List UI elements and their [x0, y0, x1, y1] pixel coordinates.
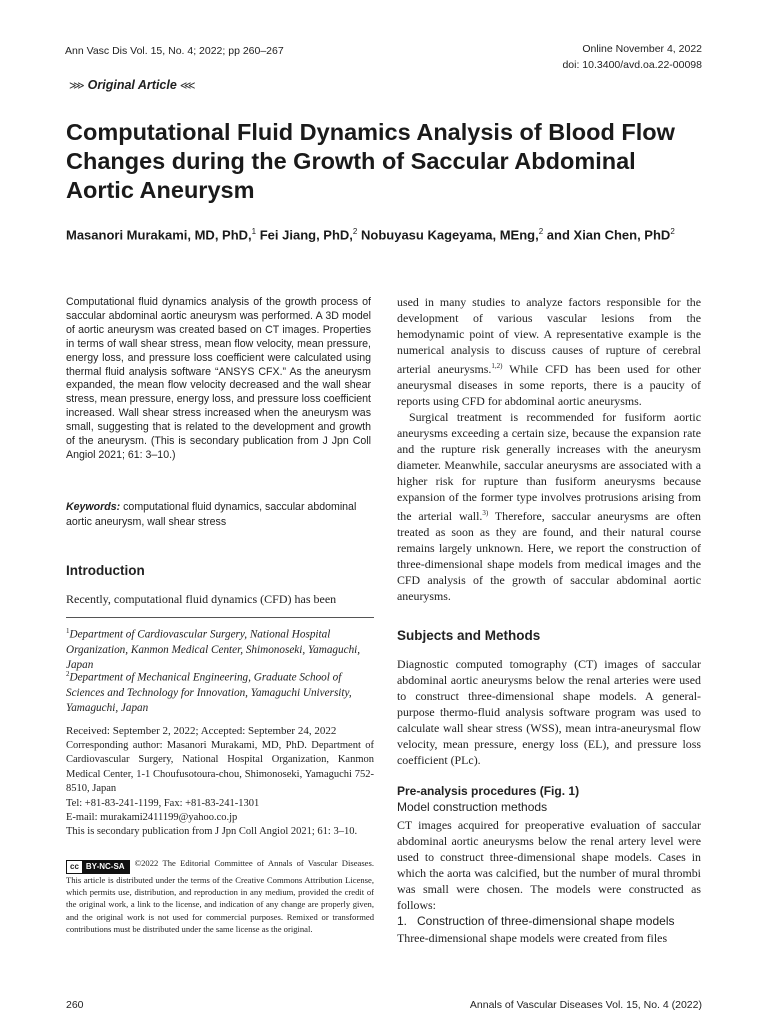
paragraph-text: Surgical treatment is recommended for fusiform aortic aneurysms exceeding a certain size, because the expansion rate and the rupture risk generally increases with the aneurysm diameter. Meanwhile, saccular aneurysms are associated with a higher risk for rupture than fusiform aneurysms because expansion of the former type involves protrusions arising from the arterial wall.	[397, 409, 701, 523]
received-dates: Received: September 2, 2022; Accepted: September 24, 2022	[66, 725, 337, 737]
corresponding-author: Corresponding author: Masanori Murakami, MD, PhD. Department of Cardiovascular Surgery, National Hospital Organization, Kanmon Medical Center, 1-1 Choufusotoura-chou, Shimonoseki, Yamaguchi 752-8510, Japan	[66, 740, 374, 795]
affiliation-2	[66, 667, 374, 716]
keywords-text: computational fluid dynamics, saccular abdominal aortic aneurysm, wall shear stress	[66, 501, 357, 528]
cc-license-badge[interactable]	[66, 860, 130, 874]
paragraph-text: While CFD has been used for other aneurysmal diseases in some reports, there is a paucity of reports using CFD for abdominal aortic aneurysms.	[397, 361, 701, 408]
author-affiliation: 2	[670, 227, 675, 236]
journal-reference: Ann Vasc Dis Vol. 15, No. 4; 2022; pp 260–267	[65, 45, 284, 57]
article-type-text: Original Article	[87, 78, 177, 92]
affiliation-1	[66, 624, 374, 673]
author-name: Fei Jiang, PhD,	[259, 227, 353, 243]
author-affiliation: 2	[538, 227, 544, 236]
secondary-publication-note: This is secondary publication from J Jpn Coll Angiol 2021; 61: 3–10.	[66, 826, 358, 838]
license-notice	[66, 857, 374, 935]
author-name: Masanori Murakami, MD, PhD,	[66, 227, 252, 243]
author-affiliation: 2	[352, 227, 358, 236]
model-construction-heading: Model construction methods	[397, 800, 548, 814]
author-list	[66, 222, 686, 245]
paragraph-text: Therefore, saccular aneurysms are often treated as soon as they are found, and their natural course remains largely unknown. Here, we report the construction of three-dimensional shape models from medical images and the CFD analysis of the growth of saccular abdominal aortic aneurysms.	[397, 508, 701, 603]
paragraph-text: used in many studies to analyze factors responsible for the development of various vascular lesions from the hemodynamic point of view. A representative example is the numerical analysis to discuss causes of rupture of cerebral arterial aneurysms.	[397, 295, 701, 376]
left-ornament-icon: ⋙	[69, 80, 85, 92]
construction-step-heading: 1. Construction of three-dimensional shape models	[397, 914, 675, 928]
citation-ref[interactable]: 3)	[482, 508, 489, 517]
right-ornament-icon: ⋘	[179, 80, 196, 92]
author-name: and Xian Chen, PhD	[546, 227, 671, 243]
pre-analysis-heading: Pre-analysis procedures (Fig. 1)	[397, 784, 580, 798]
ct-images-text: CT images acquired for preoperative evaluation of saccular abdominal aortic aneurysms below the renal artery level were used to construct three-dimensional shape models. Cases in which the aorta was calcified, but the number of mural thrombi was small were chosen. The models were constructed as follows:	[397, 818, 701, 912]
introduction-heading: Introduction	[66, 563, 145, 578]
keywords	[66, 500, 371, 529]
affiliation-number: 2	[66, 670, 70, 678]
contact-phone: Tel: +81-83-241-1199, Fax: +81-83-241-1301	[66, 797, 260, 809]
intro-continuation	[397, 294, 701, 604]
correspondence	[66, 739, 374, 840]
page-number: 260	[66, 999, 84, 1011]
license-text: ©2022 The Editorial Committee of Annals of Vascular Diseases. This article is distributed under the terms of the Creative Commons Attribution License, which permits use, distribution, and reproduction in any medium, provided the credit of the original work, a link to the license, and indication of any change are properly given, and the original work is not used for commercial purposes. Remixed or transformed contributions must be distributed under the same license as the original.	[66, 858, 374, 934]
subjects-methods-text: Diagnostic computed tomography (CT) images of saccular abdominal aortic aneurysms below the renal arteries were used to construct three-dimensional shape models. A general-purpose thermo-fluid analysis software program was used to calculate wall shear stress (WSS), mean intra-aneurysmal flow velocity, mean pressure, energy loss (EL), and pressure loss coefficient (PLc).	[397, 657, 701, 767]
construction-step-text: Three-dimensional shape models were created from files	[397, 931, 668, 945]
contact-email[interactable]: E-mail: murakami2411199@yahoo.co.jp	[66, 812, 238, 824]
affiliation-text: Department of Mechanical Engineering, Graduate School of Sciences and Technology for Innovation, Yamaguchi University, Yamaguchi, Japan	[66, 671, 352, 714]
introduction-text: Recently, computational fluid dynamics (CFD) has been	[66, 592, 337, 606]
online-date: Online November 4, 2022	[582, 43, 702, 55]
article-type-label	[66, 78, 198, 92]
by-nc-sa-label: BY-NC-SA	[82, 861, 129, 873]
doi: doi: 10.3400/avd.oa.22-00098	[562, 59, 702, 71]
paragraph	[397, 294, 701, 409]
article-title: Computational Fluid Dynamics Analysis of Blood Flow Changes during the Growth of Saccular Abdominal Aortic Aneurysm	[66, 119, 675, 203]
cc-icon: cc	[67, 861, 82, 873]
paragraph	[397, 409, 701, 604]
affiliation-text: Department of Cardiovascular Surgery, National Hospital Organization, Kanmon Medical Center, Shimonoseki, Yamaguchi, Japan	[66, 628, 361, 671]
abstract: Computational fluid dynamics analysis of the growth process of saccular abdominal aortic aneurysm was performed. A 3D model of aortic aneurysm was created based on CT images. Properties in terms of wall shear stress, mean flow velocity, mean pressure, energy loss, and pressure loss coefficient were calculated using thermal fluid analysis software “ANSYS CFX.” As the aneurysm expanded, the mean flow velocity decreased and the wall shear stress, mean pressure, energy loss, and pressure loss coefficient increased. Wall shear stress increased when the aneurysm was small, suggesting that is related to the development and growth of the aneurysm. (This is secondary publication from J Jpn Coll Angiol 2021; 61: 3–10.)	[66, 296, 371, 461]
keywords-label: Keywords:	[66, 501, 121, 513]
author-name: Nobuyasu Kageyama, MEng,	[361, 227, 539, 243]
footer-journal: Annals of Vascular Diseases Vol. 15, No. 4 (2022)	[469, 999, 702, 1011]
affiliation-number: 1	[66, 627, 70, 635]
footnote-divider	[66, 617, 374, 618]
subjects-methods-heading: Subjects and Methods	[397, 628, 541, 643]
citation-ref[interactable]: 1,2)	[491, 362, 503, 370]
author-affiliation: 1	[251, 227, 257, 236]
